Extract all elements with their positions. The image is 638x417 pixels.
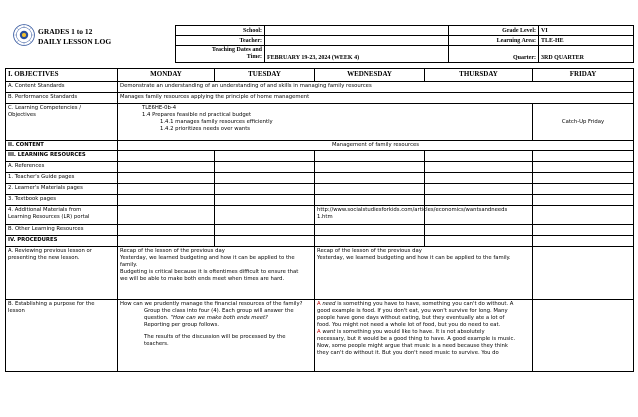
- teaching-dates-label-line1: Teaching Dates and: [211, 47, 262, 53]
- school-label: School:: [176, 26, 265, 36]
- cell: [533, 184, 634, 195]
- cell: [533, 247, 634, 300]
- competencies-1-4: 1.4 Prepares feasible nd practical budget: [142, 112, 252, 118]
- additional-materials-label: [6, 206, 118, 225]
- cell: [118, 195, 215, 206]
- reviewing-mon-line5: we will be able to make both ends meet when times are hard.: [120, 276, 285, 282]
- references-row: [6, 162, 634, 173]
- purpose-mon-line4: Reporting per group follows.: [144, 322, 220, 328]
- teachers-guide-row: [6, 173, 634, 184]
- catch-up-friday-note: Catch-Up Friday: [533, 104, 634, 141]
- reviewing-mon-line2: Yesterday, we learned budgeting and how it can be applied to the: [120, 255, 295, 261]
- purpose-label: [6, 300, 118, 372]
- header-info-table: [175, 25, 634, 63]
- competencies-text: [118, 104, 533, 141]
- cell: [315, 162, 425, 173]
- school-value: [265, 26, 449, 36]
- quarter-label: Quarter:: [449, 46, 539, 63]
- performance-standards-label: B. Performance Standards: [6, 93, 118, 104]
- purpose-label-line1: B. Establishing a purpose for the: [8, 301, 95, 307]
- grade-level-value: VI: [539, 26, 634, 36]
- purpose-wed-need: need: [322, 301, 336, 307]
- reviewing-row: [6, 247, 634, 300]
- teaching-dates-label: [176, 46, 265, 63]
- cell: [118, 236, 215, 247]
- teachers-guide-label: 1. Teacher's Guide pages: [6, 173, 118, 184]
- thursday-heading: THURSDAY: [425, 69, 533, 82]
- purpose-mon-line3: [120, 315, 312, 322]
- cell: [533, 300, 634, 372]
- cell: [315, 151, 425, 162]
- reviewing-mon-line1: Recap of the lesson of the previous day: [120, 248, 225, 254]
- purpose-mon-line5: The results of the discussion will be processed by the: [144, 334, 286, 340]
- cell: [425, 173, 533, 184]
- cell: [215, 236, 315, 247]
- cell: [315, 225, 425, 236]
- purpose-wed-thu: [315, 300, 533, 372]
- purpose-wed-line4: food. You might not need a whole lot of food, but you do need to eat.: [317, 322, 501, 328]
- cell: [118, 151, 215, 162]
- log-title-line1: GRADES 1 to 12: [38, 27, 93, 36]
- teaching-dates-value: FEBRUARY 19-23, 2024 (WEEK 4): [265, 46, 449, 63]
- wednesday-heading: WEDNESDAY: [315, 69, 425, 82]
- cell: [533, 225, 634, 236]
- competencies-1-4-2: 1.4.2 prioritizes needs over wants: [160, 126, 251, 132]
- cell: [215, 151, 315, 162]
- teacher-value: [265, 36, 449, 46]
- cell: [215, 162, 315, 173]
- competencies-label-line1: C. Learning Competencies /: [8, 105, 82, 111]
- additional-materials-label-line2: Learning Resources (LR) portal: [8, 214, 90, 220]
- purpose-row: [6, 300, 634, 372]
- reviewing-mon-tue: [118, 247, 315, 300]
- cell: [533, 173, 634, 184]
- reviewing-mon-line3: family.: [120, 262, 138, 268]
- learning-resources-row: [6, 151, 634, 162]
- performance-standards-text: Manages family resources applying the principle of home management: [118, 93, 634, 104]
- cell: [425, 236, 533, 247]
- cell: [215, 195, 315, 206]
- competencies-1-4-1: 1.4.1 manages family resources efficiently: [160, 119, 273, 125]
- cell: [533, 206, 634, 225]
- cell: [533, 151, 634, 162]
- cell: [118, 225, 215, 236]
- purpose-wed-line3: people have gone days without eating, but they eventually ate a lot of: [317, 315, 505, 321]
- additional-materials-row: [6, 206, 634, 225]
- cell: [533, 236, 634, 247]
- cell: [315, 173, 425, 184]
- cell: [425, 184, 533, 195]
- reviewing-wed-line2: Yesterday, we learned budgeting and how it can be applied to the family.: [317, 255, 511, 261]
- other-resources-label: B. Other Learning Resources: [6, 225, 118, 236]
- purpose-mon-line6: teachers.: [144, 341, 169, 347]
- quarter-value: 3RD QUARTER: [539, 46, 634, 63]
- cell: [215, 206, 315, 225]
- learners-materials-row: [6, 184, 634, 195]
- tuesday-heading: TUESDAY: [215, 69, 315, 82]
- competencies-label-line2: Objectives: [8, 112, 36, 118]
- cell: [425, 195, 533, 206]
- cell: [118, 206, 215, 225]
- cell: [533, 195, 634, 206]
- teaching-dates-label-line2: Time:: [246, 54, 262, 60]
- purpose-label-line2: lesson: [8, 308, 25, 314]
- cell: [425, 151, 533, 162]
- objectives-heading: I. OBJECTIVES: [6, 69, 118, 82]
- purpose-wed-line6: necessary, but it would be a good thing to have. A good example is music.: [317, 336, 516, 342]
- cell: [425, 162, 533, 173]
- purpose-wed-line1-c: is something you have to have, something you can't do without. A: [335, 301, 514, 307]
- content-label: II. CONTENT: [6, 141, 118, 151]
- additional-materials-label-line1: 4. Additional Materials from: [8, 207, 82, 213]
- purpose-mon-tue: [118, 300, 315, 372]
- procedures-label: IV. PROCEDURES: [6, 236, 118, 247]
- cell: [215, 173, 315, 184]
- learning-area-label: Learning Area:: [449, 36, 539, 46]
- purpose-wed-line1-a: A: [317, 301, 323, 307]
- purpose-wed-line1: [317, 301, 530, 308]
- purpose-wed-line7: Now, some people might argue that music is a need because they think: [317, 343, 508, 349]
- reviewing-label-line2: presenting the new lesson.: [8, 255, 80, 261]
- cell: [118, 162, 215, 173]
- purpose-wed-line5: [317, 329, 530, 336]
- content-row: [6, 141, 634, 151]
- learning-resources-label: III. LEARNING RESOURCES: [6, 151, 118, 162]
- log-title: [38, 27, 111, 47]
- competencies-row: [6, 104, 634, 141]
- references-label: A. References: [6, 162, 118, 173]
- cell: [315, 184, 425, 195]
- cell: [215, 225, 315, 236]
- teacher-label: Teacher:: [176, 36, 265, 46]
- purpose-wed-line5-a: A: [317, 329, 323, 335]
- content-standards-text: Demonstrate an understanding of an understanding of and skills in managing family resources: [118, 82, 634, 93]
- objectives-header-row: [6, 69, 634, 82]
- other-resources-row: [6, 225, 634, 236]
- cell: [315, 236, 425, 247]
- additional-materials-link[interactable]: [315, 206, 508, 225]
- content-standards-label: A. Content Standards: [6, 82, 118, 93]
- friday-heading: FRIDAY: [533, 69, 634, 82]
- deped-seal-icon: [13, 24, 35, 46]
- cell: [315, 195, 425, 206]
- performance-standards-row: [6, 93, 634, 104]
- cell: [118, 173, 215, 184]
- cell: [118, 184, 215, 195]
- learners-materials-label: 2. Learner's Materials pages: [6, 184, 118, 195]
- textbook-label: 3. Textbook pages: [6, 195, 118, 206]
- cell: [215, 184, 315, 195]
- content-text: Management of family resources: [118, 141, 634, 151]
- purpose-wed-line8: they can't do without it. But you don't need music to survive. You do: [317, 350, 499, 356]
- reviewing-wed-thu: [315, 247, 533, 300]
- purpose-wed-want: want: [322, 329, 336, 335]
- cell: [425, 225, 533, 236]
- reviewing-mon-line4: Budgeting is critical because it is oftentimes difficult to ensure that: [120, 269, 299, 275]
- reviewing-wed-line1: Recap of the lesson of the previous day: [317, 248, 422, 254]
- lr-portal-url-line2[interactable]: 1.htm: [317, 214, 333, 220]
- content-standards-row: [6, 82, 634, 93]
- purpose-mon-line1: How can we prudently manage the financial resources of the family?: [120, 301, 303, 307]
- reviewing-label-line1: A. Reviewing previous lesson or: [8, 248, 92, 254]
- lr-portal-url-line1[interactable]: http://www.socialstudiesforkids.com/articles/economics/wantsandneeds: [317, 207, 508, 213]
- learning-area-value: TLE-HE: [539, 36, 634, 46]
- purpose-mon-line3-a: question.: [144, 315, 171, 321]
- grade-level-label: Grade Level:: [449, 26, 539, 36]
- competencies-label: [6, 104, 118, 141]
- log-title-line2: DAILY LESSON LOG: [38, 37, 112, 46]
- reviewing-label: [6, 247, 118, 300]
- purpose-wed-line5-c: is something you would like to have. It is not absolutely: [335, 329, 485, 335]
- purpose-mon-question: “How can we make both ends meet?: [170, 315, 268, 321]
- purpose-mon-line2: Group the class into four (4). Each group will answer the: [144, 308, 294, 314]
- competencies-code: TLE6HE-0b-4: [142, 105, 177, 111]
- procedures-row: [6, 236, 634, 247]
- purpose-wed-line2: good example is food. If you don't eat, you won't survive for long. Many: [317, 308, 508, 314]
- lesson-log-table: [5, 68, 634, 372]
- cell: [533, 162, 634, 173]
- monday-heading: MONDAY: [118, 69, 215, 82]
- textbook-row: [6, 195, 634, 206]
